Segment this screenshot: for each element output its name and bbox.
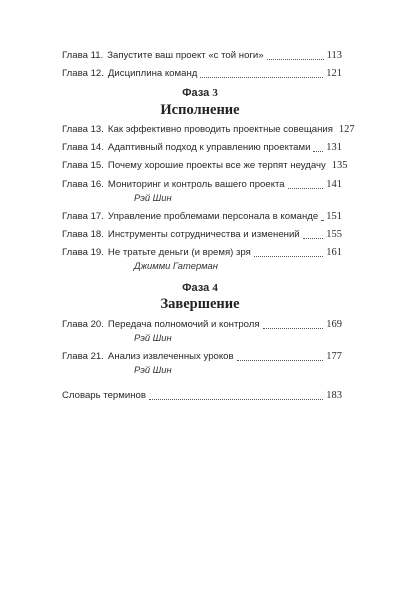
phase-3-label (0, 87, 400, 100)
chapter-19-author: Джимми Гатерман (134, 260, 218, 271)
chapter-title: Не тратьте деньги (и время) зря (107, 247, 251, 258)
chapter-number: Глава 11. (62, 50, 104, 61)
chapter-16-author: Рэй Шин (134, 192, 172, 203)
chapter-number: Глава 15. (62, 160, 104, 171)
toc-entry-chapter-13 (62, 124, 355, 136)
chapter-title: Мониторинг и контроль вашего проекта (107, 179, 285, 190)
dot-leader (267, 59, 324, 60)
page-number: 155 (326, 229, 342, 240)
toc-entry-chapter-15 (62, 160, 348, 172)
dot-leader (303, 238, 324, 239)
toc-entry-glossary (62, 390, 342, 402)
toc-entry-chapter-16 (62, 179, 342, 191)
toc-entry-chapter-12 (62, 68, 342, 80)
phase-word: Фаза (182, 87, 210, 99)
chapter-title: Управление проблемами персонала в команде (107, 211, 319, 222)
page-number: 121 (326, 68, 342, 79)
chapter-title: Анализ извлеченных уроков (107, 351, 234, 362)
dot-leader (313, 151, 323, 152)
toc-entry-chapter-19 (62, 247, 342, 259)
chapter-number: Глава 19. (62, 247, 104, 258)
page-number: 161 (326, 247, 342, 258)
chapter-number: Глава 17. (62, 211, 104, 222)
chapter-number: Глава 21. (62, 351, 104, 362)
chapter-number: Глава 12. (62, 68, 104, 79)
dot-leader (321, 220, 323, 221)
chapter-title: Запустите ваш проект «с той ноги» (107, 50, 264, 61)
phase-3-title: Исполнение (160, 102, 240, 118)
page-number: 141 (326, 179, 342, 190)
toc-entry-chapter-11 (62, 50, 342, 62)
dot-leader (200, 77, 323, 78)
dot-leader (263, 328, 324, 329)
phase-4-label (0, 282, 400, 295)
chapter-number: Глава 20. (62, 319, 104, 330)
page-number: 113 (326, 50, 342, 61)
dot-leader (237, 360, 324, 361)
chapter-title: Почему хорошие проекты все же терпят неудачу (107, 160, 326, 171)
phase-number: 3 (212, 87, 218, 99)
page-number: 169 (326, 319, 342, 330)
phase-4-title: Завершение (160, 296, 240, 312)
page-number: 177 (326, 351, 342, 362)
toc-entry-chapter-18 (62, 229, 342, 241)
page-number: 135 (331, 160, 348, 171)
chapter-number: Глава 13. (62, 124, 104, 135)
page-number: 131 (326, 142, 342, 153)
dot-leader (254, 256, 323, 257)
chapter-title: Передача полномочий и контроля (107, 319, 260, 330)
chapter-number: Глава 16. (62, 179, 104, 190)
chapter-title: Инструменты сотрудничества и изменений (107, 229, 300, 240)
chapter-title: Дисциплина команд (107, 68, 198, 79)
chapter-21-author: Рэй Шин (134, 364, 172, 375)
toc-entry-chapter-17 (62, 211, 342, 223)
chapter-title: Адаптивный подход к управлению проектами (107, 142, 311, 153)
dot-leader (288, 188, 324, 189)
phase-number: 4 (212, 282, 218, 294)
chapter-title: Как эффективно проводить проектные совещания (107, 124, 333, 135)
chapter-20-author: Рэй Шин (134, 332, 172, 343)
page-number: 127 (338, 124, 355, 135)
toc-entry-chapter-20 (62, 319, 342, 331)
toc-entry-chapter-14 (62, 142, 342, 154)
dot-leader (149, 399, 323, 400)
page-number: 183 (326, 390, 342, 401)
chapter-number: Глава 18. (62, 229, 104, 240)
toc-entry-chapter-21 (62, 351, 342, 363)
phase-word: Фаза (182, 282, 210, 294)
glossary-title: Словарь терминов (62, 390, 146, 401)
page-number: 151 (326, 211, 342, 222)
chapter-number: Глава 14. (62, 142, 104, 153)
